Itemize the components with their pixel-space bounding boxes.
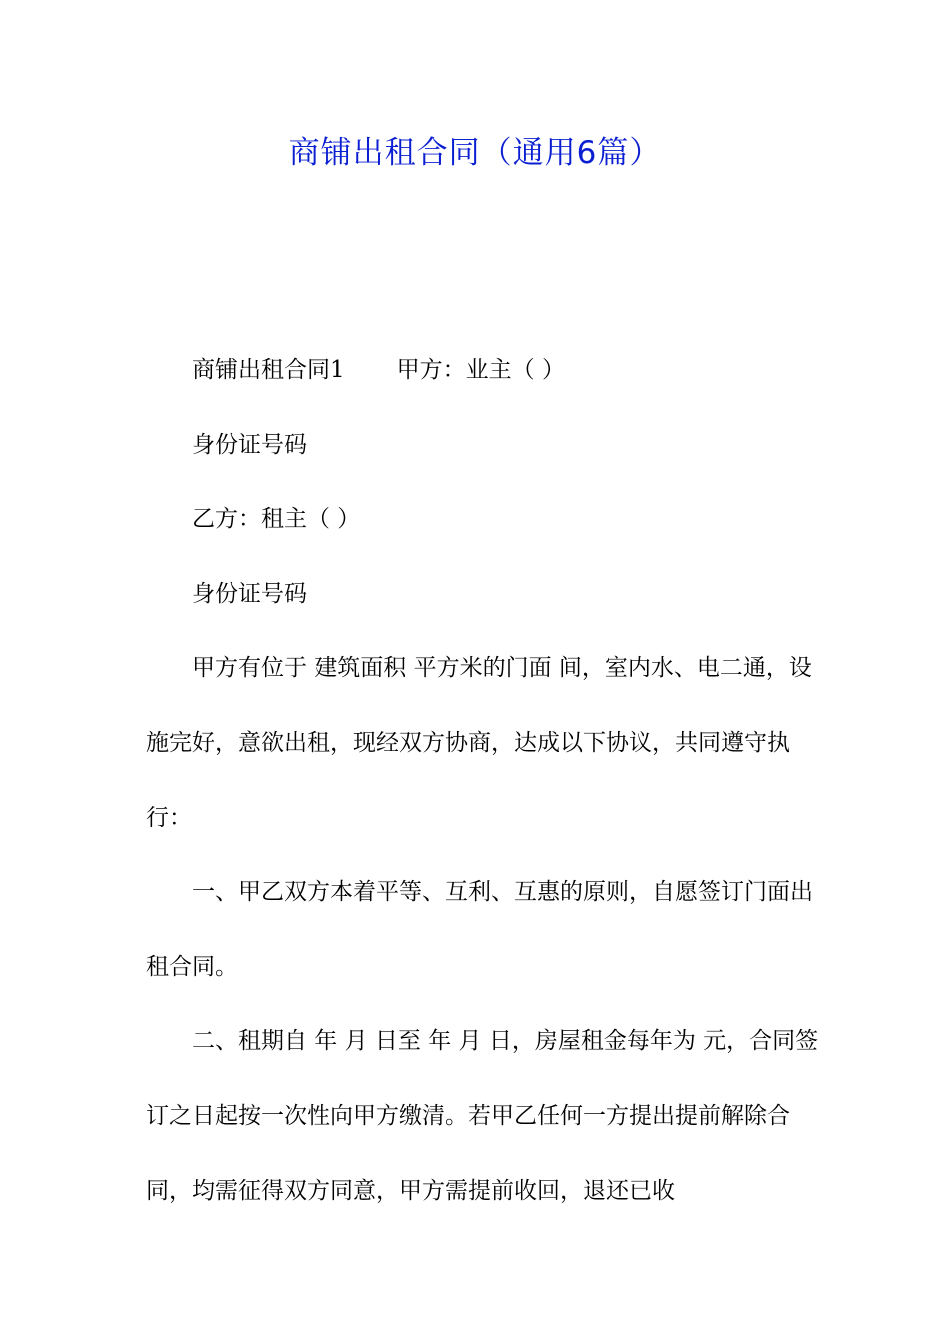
party-b: 乙方：租主（ ）	[192, 506, 361, 533]
id-label-b: 身份证号码	[192, 580, 307, 607]
paragraph-intro: 甲方有位于 建筑面积 平方米的门面 间，室内水、电二通，设施完好，意欲出租，现经双方协商，达成以下协议，共同遵守执行：	[146, 655, 812, 831]
id-label-a: 身份证号码	[192, 431, 307, 458]
party-a: 甲方：业主（ ）	[396, 357, 565, 383]
contract-label: 商铺出租合同1	[192, 357, 345, 383]
header-line	[146, 333, 826, 408]
clause-1: 一、甲乙双方本着平等、互利、互惠的原则，自愿签订门面出租合同。	[146, 879, 813, 980]
clause-2: 二、租期自 年 月 日至 年 月 日，房屋租金每年为 元，合同签订之日起按一次性向甲方缴清。若甲乙任何一方提出提前解除合同，均需征得双方同意，甲方需提前收回，退还已收	[146, 1028, 819, 1204]
document-title: 商铺出租合同（通用6篇）	[288, 135, 662, 171]
document-body	[146, 333, 826, 1228]
